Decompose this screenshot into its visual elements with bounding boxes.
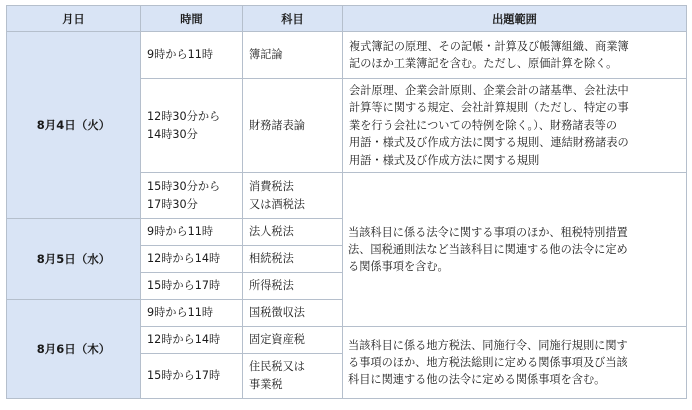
subject-cell: 所得税法 (243, 273, 343, 300)
subject-cell: 消費税法 又は酒税法 (243, 173, 343, 219)
exam-schedule-table (6, 5, 687, 399)
date-cell: 8月4日（火） (7, 32, 141, 219)
scope-cell: 会計原理、企業会計原則、企業会計の諸基準、会社法中 計算等に関する規定、会社計算規則（ただし、特定の事 業を行う会社についての特例を除く。）、財務諸表等の 用語・様式及び作成方法に関する規則、連結財務諸表の 用語・様式及び作成方法に関する規則 (343, 79, 687, 173)
date-cell: 8月5日（水） (7, 219, 141, 300)
scope-cell: 複式簿記の原理、その記帳・計算及び帳簿組織、商業簿 記のほか工業簿記を含む。ただし、原価計算を除く。 (343, 32, 687, 79)
header-subject: 科目 (243, 6, 343, 32)
time-cell: 15時30分から 17時30分 (141, 173, 243, 219)
time-cell: 15時から17時 (141, 273, 243, 300)
time-cell: 9時から11時 (141, 300, 243, 327)
subject-cell: 簿記論 (243, 32, 343, 79)
subject-cell: 相続税法 (243, 246, 343, 273)
subject-cell: 住民税又は 事業税 (243, 354, 343, 399)
subject-cell: 国税徴収法 (243, 300, 343, 327)
date-cell: 8月6日（木） (7, 300, 141, 399)
time-cell: 9時から11時 (141, 32, 243, 79)
scope-cell-local-tax: 当該科目に係る地方税法、同施行令、同施行規則に関す る事項のほか、地方税法総則に定める関係事項及び当該 科目に関連する他の法令に定める関係事項を含む。 (343, 327, 687, 399)
time-cell: 12時30分から 14時30分 (141, 79, 243, 173)
scope-cell-national-tax: 当該科目に係る法令に関する事項のほか、租税特別措置 法、国税通則法など当該科目に関連する他の法令に定め る関係事項を含む。 (343, 173, 687, 327)
time-cell: 12時から14時 (141, 246, 243, 273)
header-scope: 出題範囲 (343, 6, 687, 32)
header-date: 月日 (7, 6, 141, 32)
table-row (7, 32, 687, 79)
subject-cell: 固定資産税 (243, 327, 343, 354)
table-header-row (7, 6, 687, 32)
time-cell: 9時から11時 (141, 219, 243, 246)
header-time: 時間 (141, 6, 243, 32)
subject-cell: 法人税法 (243, 219, 343, 246)
time-cell: 12時から14時 (141, 327, 243, 354)
time-cell: 15時から17時 (141, 354, 243, 399)
subject-cell: 財務諸表論 (243, 79, 343, 173)
